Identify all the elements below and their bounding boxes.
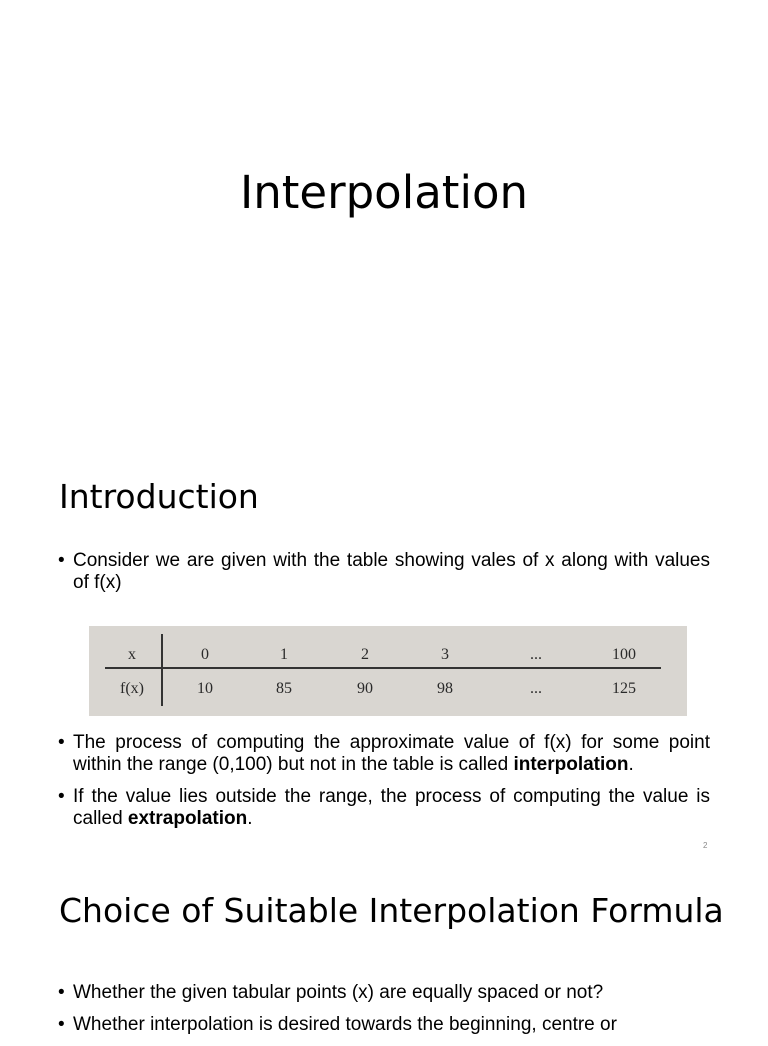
table-cell: ... (530, 646, 542, 663)
table-cell: 3 (441, 646, 449, 663)
slide-title: Interpolation (240, 166, 528, 219)
table-cell: 0 (201, 646, 209, 663)
bullet-item (58, 786, 710, 830)
bullet-item (58, 732, 710, 776)
bullet-list (58, 982, 710, 1046)
bullet-list (58, 550, 710, 604)
bullet-item: • Whether the given tabular points (x) are equally spaced or not? (58, 982, 710, 1004)
table-cell: 1 (280, 646, 288, 663)
table-cell: 10 (197, 680, 213, 697)
table-divider-horizontal (105, 667, 661, 669)
bullet-item: • Consider we are given with the table showing vales of x along with values of f(x) (58, 550, 710, 594)
bold-term: extrapolation (127, 808, 248, 829)
choice-slide (0, 862, 768, 1035)
bullet-item: • Whether interpolation is desired towards the beginning, centre or (58, 1014, 710, 1036)
bullet-text: If the value lies outside the range, the process of computing the value is called (73, 786, 710, 829)
page-number: 2 (703, 841, 708, 850)
table-cell: 2 (361, 646, 369, 663)
values-table-image (89, 626, 687, 716)
title-slide (0, 0, 768, 432)
bullet-list (58, 732, 710, 840)
bullet-text: . (247, 808, 253, 829)
slide-heading: Choice of Suitable Interpolation Formula (59, 891, 724, 930)
slide-heading: Introduction (59, 477, 259, 516)
table-cell: 98 (437, 680, 453, 697)
bold-term: interpolation (513, 754, 629, 775)
bullet-text: The process of computing the approximate value of f(x) for some point within the range (0,100) but not in the table is called (73, 732, 710, 775)
table-cell: 90 (357, 680, 373, 697)
table-cell: 85 (276, 680, 292, 697)
table-cell: 100 (612, 646, 636, 663)
bullet-text: . (628, 754, 634, 775)
table-cell: f(x) (120, 680, 144, 697)
table-cell: 125 (612, 680, 636, 697)
table-cell: ... (530, 680, 542, 697)
introduction-slide (0, 432, 768, 862)
table-cell: x (128, 646, 136, 663)
